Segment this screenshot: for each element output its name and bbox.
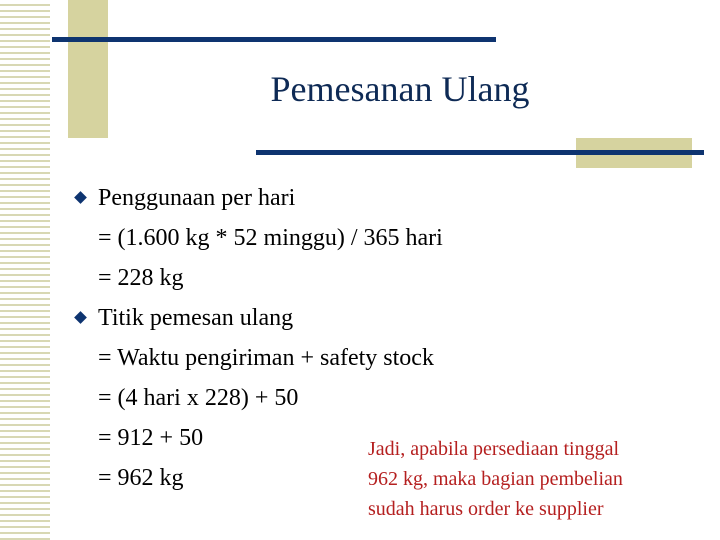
diamond-bullet-icon [74, 311, 87, 324]
formula-line: = 962 kg [98, 465, 184, 491]
diamond-bullet-icon [74, 191, 87, 204]
striped-side-decoration [0, 0, 50, 540]
title-rule-top [52, 37, 496, 42]
formula-line: = 228 kg [98, 265, 184, 291]
bullet-item [76, 178, 696, 218]
bullet-item [76, 298, 696, 338]
formula-line: = (4 hari x 228) + 50 [98, 385, 299, 411]
formula-line: = Waktu pengiriman + safety stock [98, 345, 434, 371]
bullet-text: Penggunaan per hari [98, 185, 296, 211]
conclusion-note [368, 434, 688, 524]
note-line: Jadi, apabila persediaan tinggal [368, 438, 620, 460]
formula-line: = 912 + 50 [98, 425, 204, 451]
note-line: sudah harus order ke supplier [368, 498, 604, 520]
title-rule-bottom [256, 150, 704, 155]
formula-line: = (1.600 kg * 52 minggu) / 365 hari [98, 225, 443, 251]
decor-block-top [68, 0, 108, 138]
bullet-text: Titik pemesan ulang [98, 305, 294, 331]
note-line: 962 kg, maka bagian pembelian [368, 468, 623, 490]
slide-title: Pemesanan Ulang [270, 69, 530, 109]
